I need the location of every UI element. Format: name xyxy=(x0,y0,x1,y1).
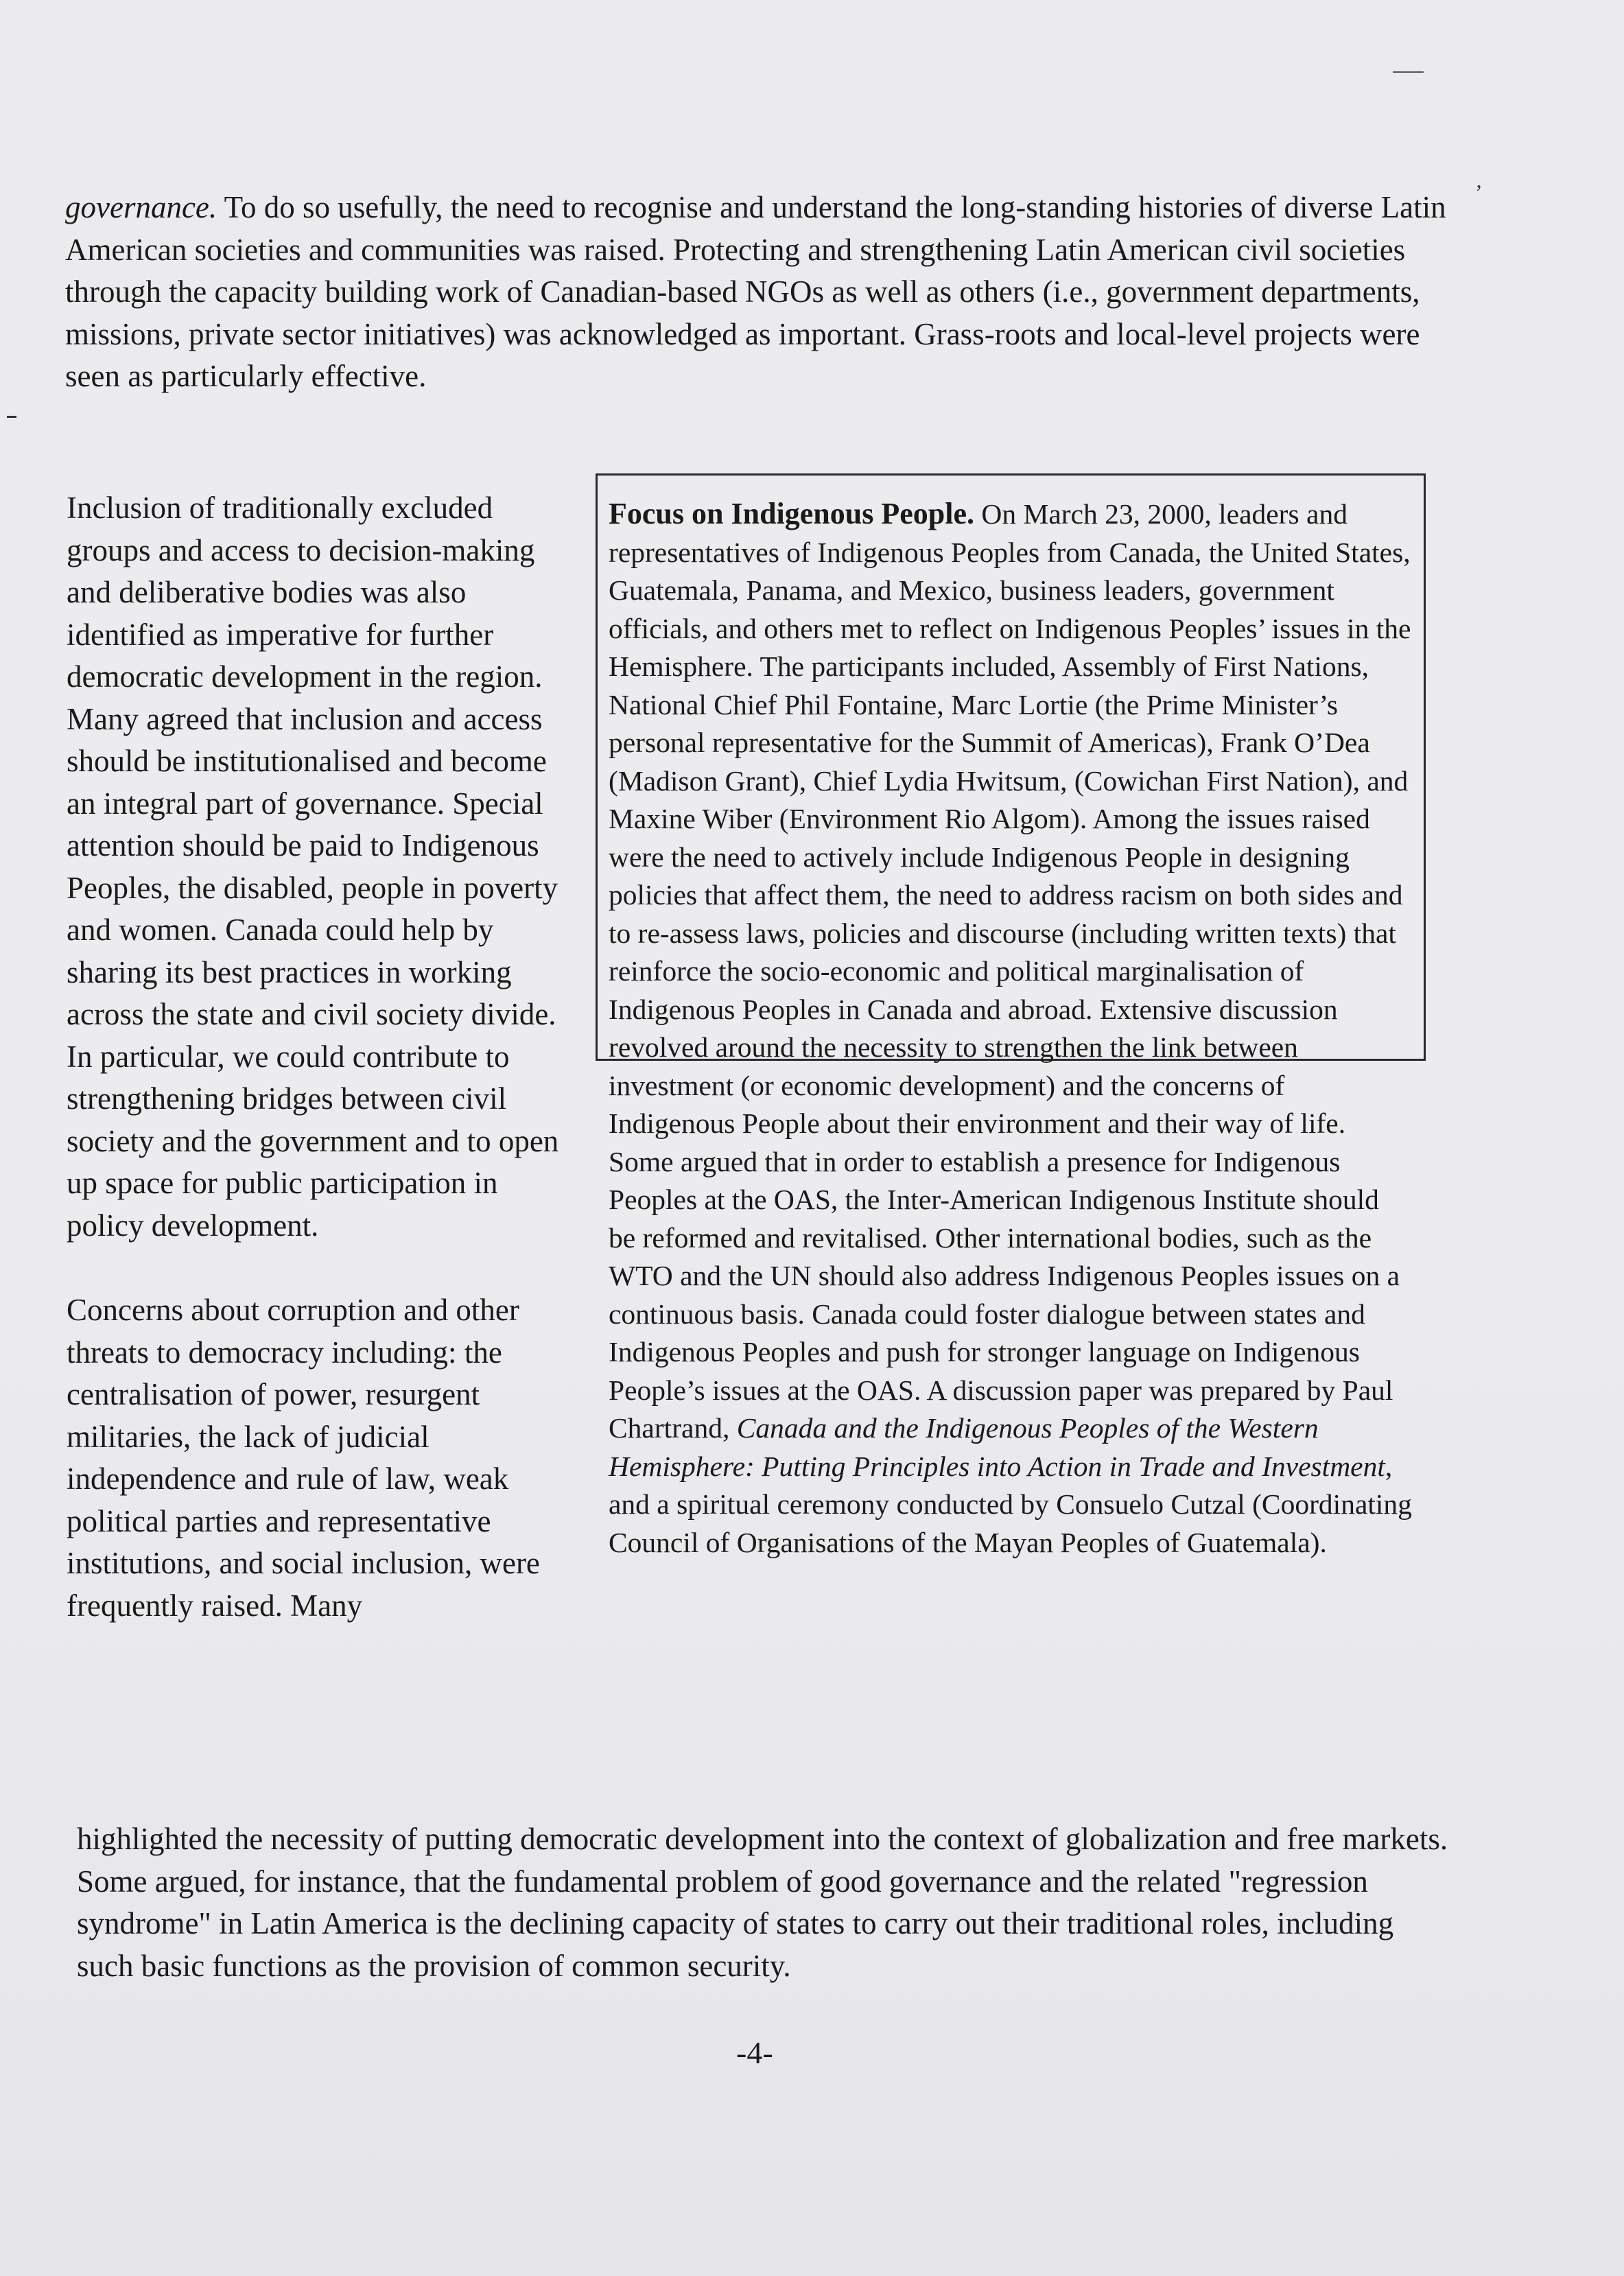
page-number: -4- xyxy=(736,2035,773,2070)
corruption-paragraph: Concerns about corruption and other threats to democracy including: the centralisation of power, resurgent militaries, the lack of judicial independence and rule of law, weak political parties and representative institutions, and social inclusion, were frequently raised. Many xyxy=(67,1293,540,1623)
box-text-2: , and a spiritual ceremony conducted by Consuelo Cutzal (Coordinating Council of Organisations of the Mayan Peoples of Guatemala). xyxy=(609,1450,1412,1558)
paper-title: Canada and the Indigenous Peoples of the Western Hemisphere: Putting Principles into Action in Trade and Investment xyxy=(609,1412,1385,1482)
margin-mark xyxy=(7,416,16,418)
inclusion-paragraph: Inclusion of traditionally excluded groups and access to decision-making and deliberative bodies was also identified as imperative for further democratic development in the region. Many agreed that inclusion and access should be institutionalised and become an integral part of governance. Special attention should be paid to Indigenous Peoples, the disabled, people in poverty and women. Canada could help by sharing its best practices in working across the state and civil society divide. In particular, we could contribute to strengthening bridges between civil society and the government and to open up space for public participation in policy development. xyxy=(67,491,559,1243)
intro-text: To do so usefully, the need to recognise and understand the long-standing histories of diverse Latin American societies and communities was raised. Protecting and strengthening Latin American civil societies through the capacity building work of Canadian-based NGOs as well as others (i.e., government departments, missions, private sector initiatives) was acknowledged as important. Grass-roots and local-level projects were seen as particularly effective. xyxy=(65,190,1446,393)
left-column xyxy=(67,487,574,1627)
intro-italic-word: governance. xyxy=(65,190,217,224)
intro-paragraph xyxy=(65,187,1451,398)
indigenous-focus-box xyxy=(596,473,1426,1558)
box-heading: Focus on Indigenous People. xyxy=(609,497,974,530)
scan-tick-mark: ʼ xyxy=(1475,180,1483,204)
bottom-paragraph: highlighted the necessity of putting democratic development into the context of globalization and free markets. Some argued, for instance, that the fundamental problem of good governance and the related "regression syndrome" in Latin America is the declining capacity of states to carry out their traditional roles, including such basic functions as the provision of common security. xyxy=(77,1822,1448,1983)
box-text-1: On March 23, 2000, leaders and representatives of Indigenous Peoples from Canada, the United States, Guatemala, Panama, and Mexico, business leaders, government officials, and others met to reflect on Indigenous Peoples’ issues in the Hemisphere. The participants included, Assembly of First Nations, National Chief Phil Fontaine, Marc Lortie (the Prime Minister’s personal representative for the Summit of Americas), Frank O’Dea (Madison Grant), Chief Lydia Hwitsum, (Cowichan First Nation), and Maxine Wiber (Environment Rio Algom). Among the issues raised were the need to actively include Indigenous People in designing policies that affect them, the need to address racism on both sides and to re-assess laws, policies and discourse (including written texts) that reinforce the socio-economic and political marginalisation of Indigenous Peoples in Canada and abroad. Extensive discussion revolved around the necessity to strengthen the link between investment (or economic development) and the concerns of Indigenous People about their environment and their way of life. Some argued that in order to establish a presence for Indigenous Peoples at the OAS, the Inter-American Indigenous Institute should be reformed and revitalised. Other international bodies, such as the WTO and the UN should also address Indigenous Peoples issues on a continuous basis. Canada could foster dialogue between states and Indigenous Peoples and push for stronger language on Indigenous People’s issues at the OAS. A discussion paper was prepared by Paul Chartrand, xyxy=(609,498,1411,1444)
scan-mark xyxy=(1393,71,1424,73)
